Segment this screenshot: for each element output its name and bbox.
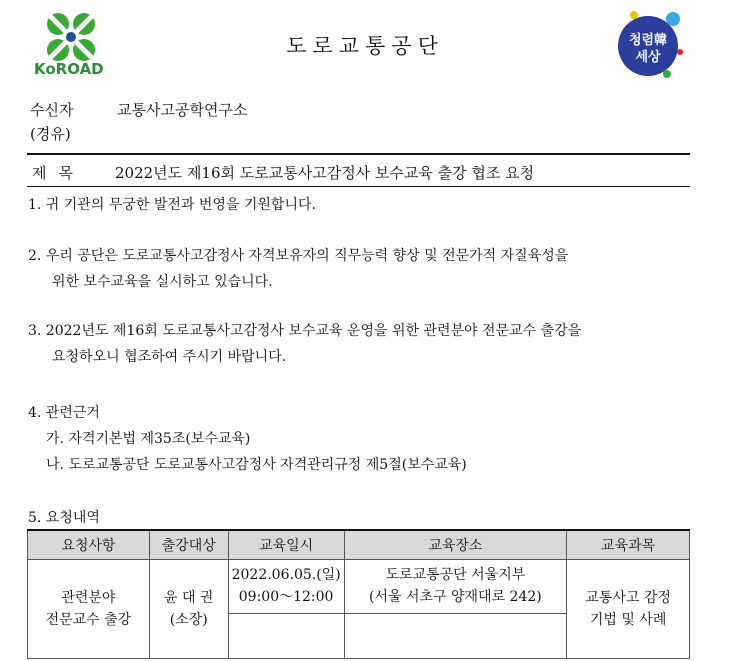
header-subject: 교육과목 (567, 530, 690, 560)
cell-place-line-1: 도로교통공단 서울지부 (385, 567, 526, 584)
table-header-row (28, 530, 690, 560)
header-target: 출강대상 (149, 530, 228, 560)
slogan-logo-icon (610, 6, 690, 82)
org-title: 도로교통공단 (286, 34, 444, 58)
header-request: 요청사항 (28, 530, 150, 560)
header-place: 교육장소 (344, 530, 567, 560)
svg-text:청렴韓: 청렴韓 (628, 33, 668, 48)
cell-request (28, 560, 150, 659)
recipient-label: 수신자 (30, 101, 74, 119)
logo-caption: KoROAD (34, 60, 104, 78)
cell-place (344, 560, 567, 614)
cell-target-line-1: 윤 대 권 (163, 590, 214, 606)
header-datetime: 교육일시 (228, 530, 344, 560)
cell-target (149, 560, 228, 659)
cell-subject-line-1: 교통사고 감정 (585, 590, 671, 606)
subject-bottom-rule (27, 186, 690, 187)
paragraph-5-title: 5. 요청내역 (28, 510, 100, 526)
cell-datetime-line-2: 09:00～12:00 (238, 589, 334, 606)
paragraph-2 (28, 243, 568, 295)
clean-korea-logo (610, 6, 690, 82)
paragraph-4-title: 4. 관련근거 (28, 405, 100, 421)
recipient-value: 교통사고공학연구소 (117, 101, 248, 119)
paragraph-3-line-2: 요청하오니 협조하여 주시기 바랍니다. (52, 349, 287, 365)
paragraph-2-line-1: 2. 우리 공단은 도로교통사고감정사 자격보유자의 직무능력 향상 및 전문가적 자질육성을 (28, 248, 569, 264)
cell-request-line-1: 관련분야 (61, 590, 116, 606)
request-table (27, 529, 690, 659)
cell-request-line-2: 전문교수 출강 (45, 612, 132, 628)
paragraph-4-item-a: 가. 자격기본법 제35조(보수교육) (46, 431, 251, 447)
cell-place-line-2: (서울 서초구 양재대로 242) (369, 589, 542, 606)
cell-datetime (228, 560, 344, 614)
cell-place-empty (344, 613, 567, 658)
svg-text:세상: 세상 (635, 50, 661, 65)
cell-datetime-line-1: 2022.06.05.(일) (231, 567, 341, 584)
via-label: (경유) (30, 125, 71, 143)
paragraph-2-line-2: 위한 보수교육을 실시하고 있습니다. (52, 274, 273, 290)
cell-target-line-2: (소장) (169, 612, 208, 628)
cell-datetime-empty (228, 613, 344, 658)
paragraph-1: 1. 귀 기관의 무궁한 발전과 번영을 기원합니다. (28, 197, 316, 213)
paragraph-4-item-b: 나. 도로교통공단 도로교통사고감정사 자격관리규정 제5절(보수교육) (46, 457, 467, 473)
table-row (28, 560, 690, 614)
cell-subject-line-2: 기법 및 사례 (589, 612, 667, 628)
paragraph-3 (28, 318, 581, 370)
cell-subject (567, 560, 690, 659)
subject-top-rule (27, 153, 690, 155)
subject-text: 2022년도 제16회 도로교통사고감정사 보수교육 출강 협조 요청 (115, 164, 535, 182)
subject-label: 제목 (32, 164, 85, 182)
paragraph-3-line-1: 3. 2022년도 제16회 도로교통사고감정사 보수교육 운영을 위한 관련분야 전문교수 출강을 (28, 323, 582, 339)
